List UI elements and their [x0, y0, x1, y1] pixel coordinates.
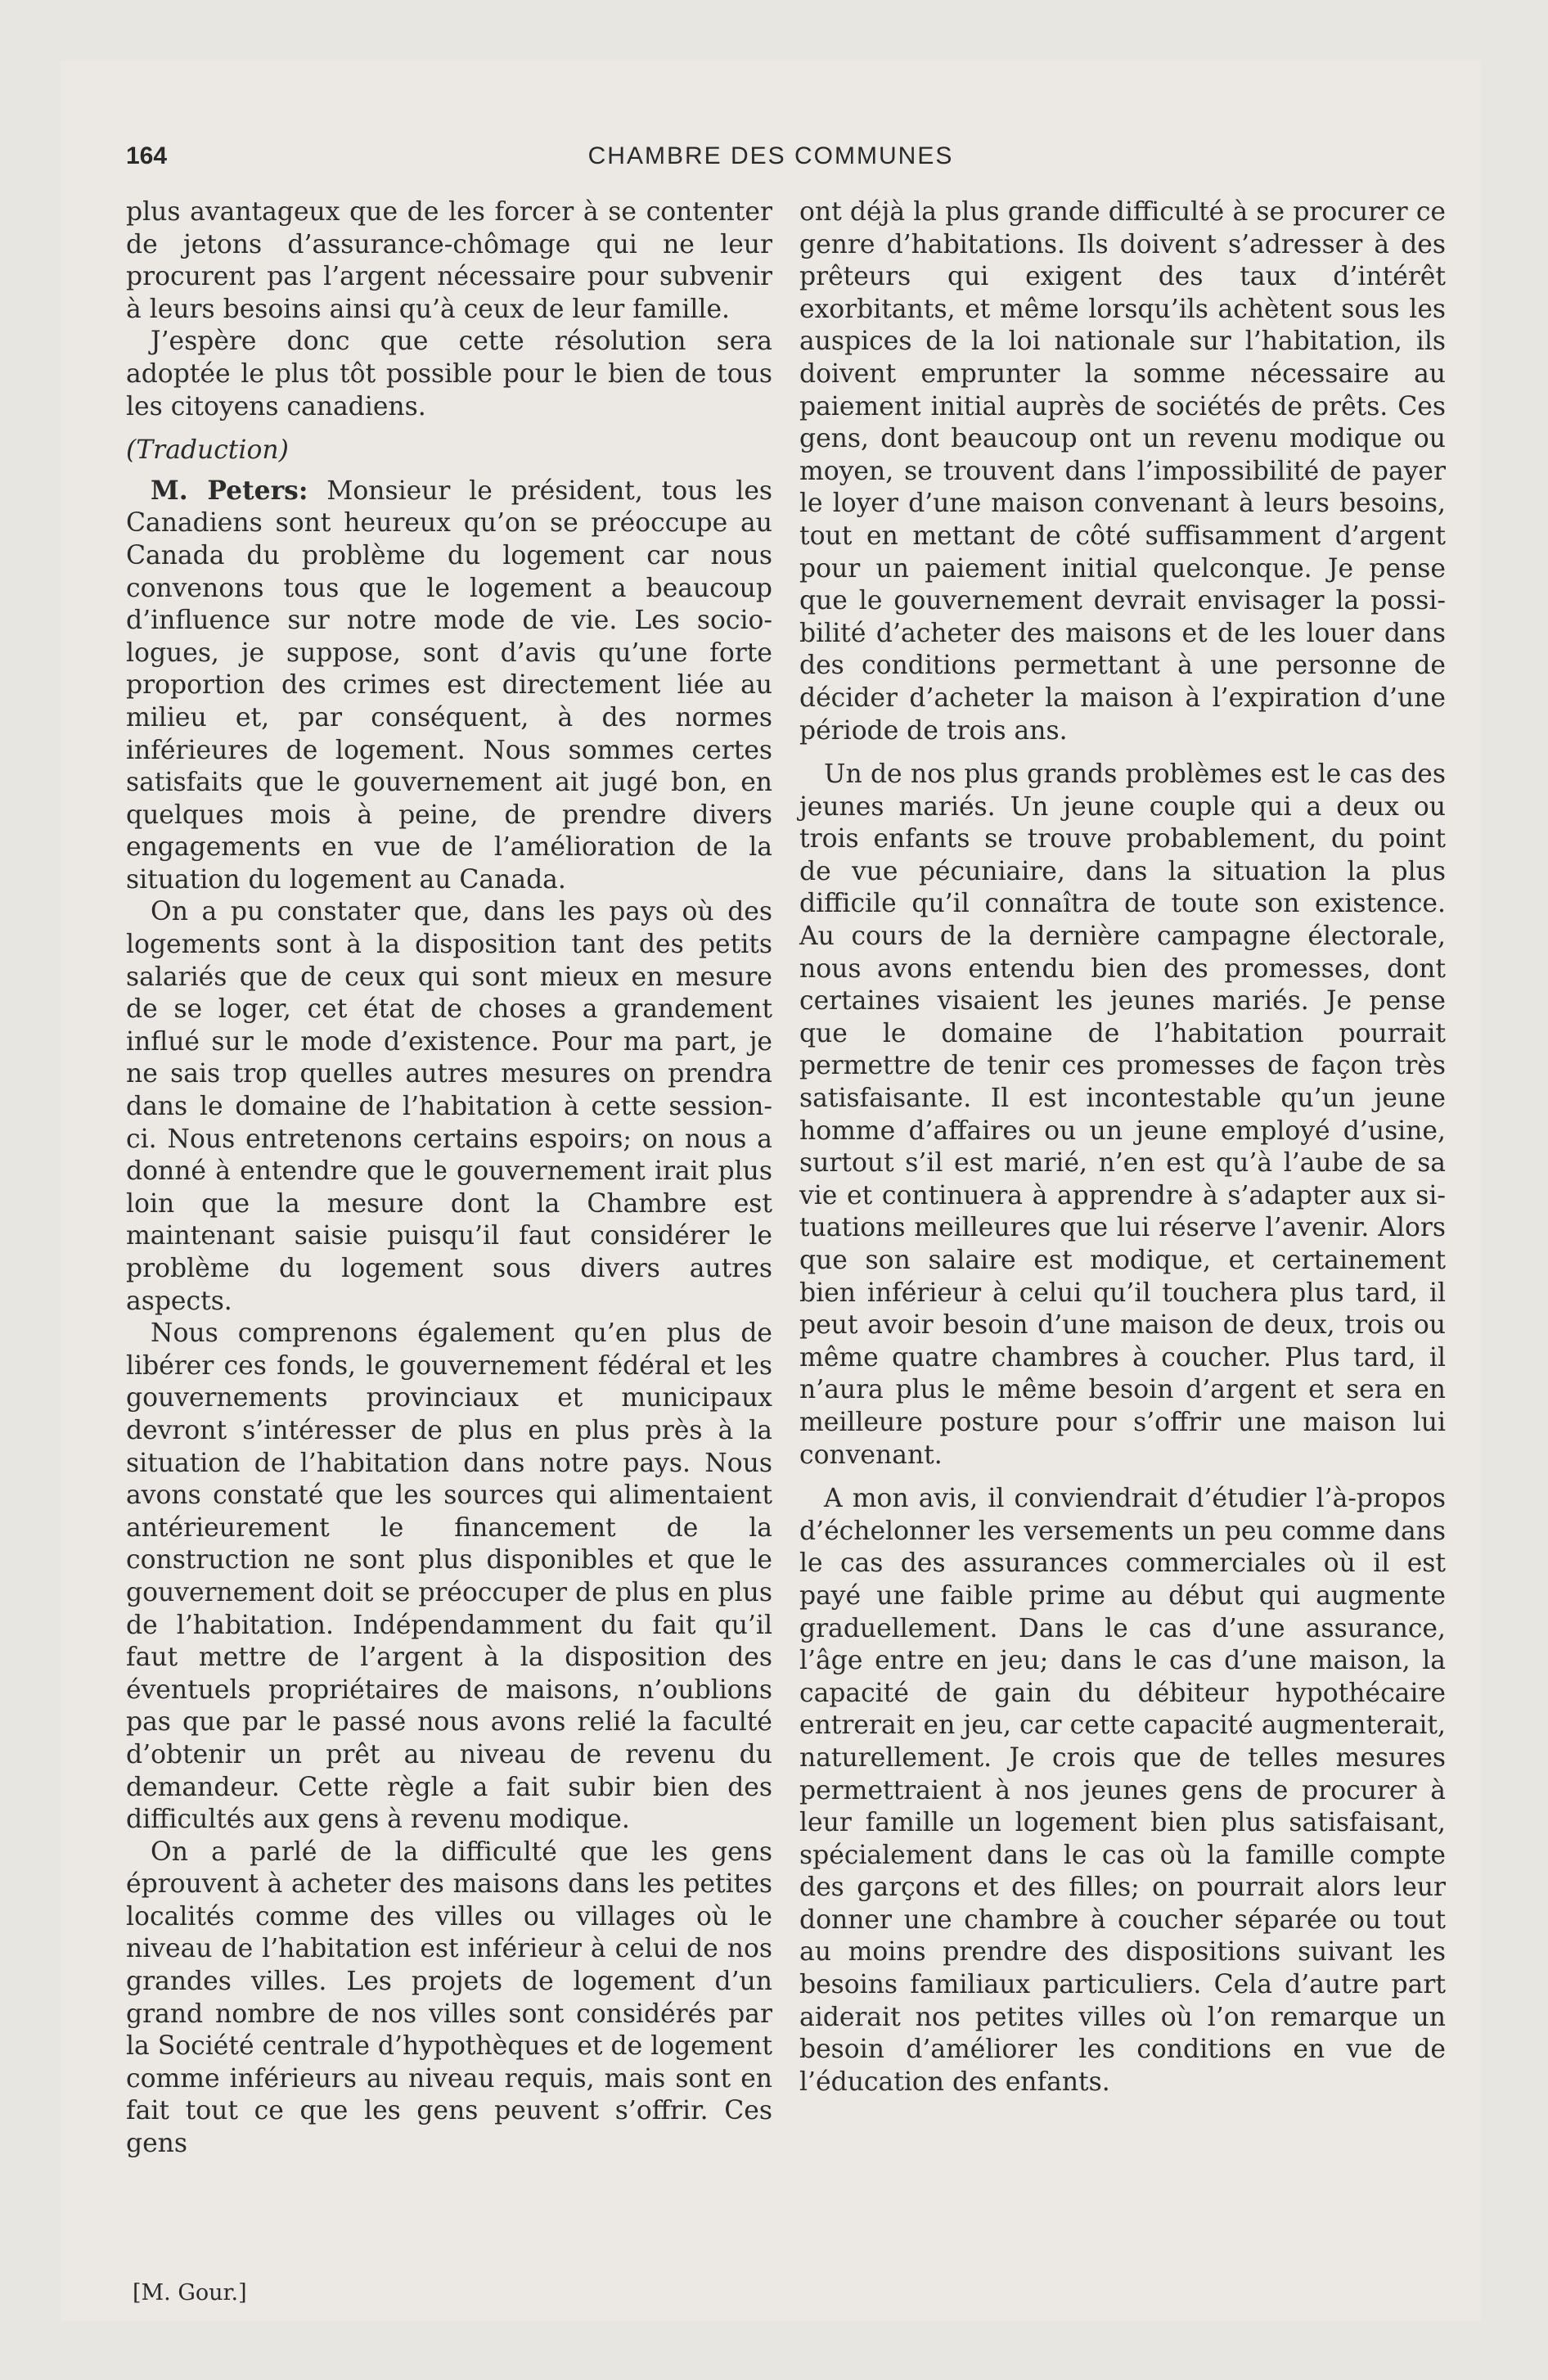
- speech-paragraph: [126, 476, 772, 897]
- speaker-name: M. Peters:: [151, 476, 308, 506]
- paragraph: plus avantageux que de les forcer à se contenter de jetons d’assurance-chômage qui ne leur procurent pas l’argent nécessaire pour subvenir à leurs besoins ainsi qu’à ceux de leur famille.: [126, 197, 772, 324]
- page-header: [126, 142, 1415, 183]
- paragraph: Nous comprenons également qu’en plus de libérer ces fonds, le gouvernement fédéral et les gouvernements provinciaux et municipaux devront s’intéresser de plus en plus près à la situation de l’habitation dans notre pays. Nous avons constaté que les sources qui alimentaient antérieurement le financement de la construction ne sont plus disponibles et que le gouvernement doit se préoccuper de plus en plus de l’habitation. Indépendamment du fait qu’il faut mettre de l’argent à la disposition des éventuels propriétaires de maisons, n’oublions pas que par le passé nous avons relié la faculté d’obtenir un prêt au niveau de revenu du demandeur. Cette règle a fait subir bien des difficultés aux gens à revenu modique.: [126, 1318, 772, 1835]
- paragraph: ont déjà la plus grande difficulté à se procurer ce genre d’habitations. Ils doivent s’adresser à des prêteurs qui exigent des taux d’intérêt exorbitants, et même lorsqu’ils achètent sous les auspices de la loi nationale sur l’habitation, ils doivent emprunter la somme nécessaire au paiement initial auprès de sociétés de prêts. Ces gens, dont beaucoup ont un revenu modique ou moyen, se trouvent dans l’impossibilité de payer le loyer d’une maison convenant à leurs besoins, tout en mettant de côté suffisamment d’argent pour un paiement initial quelconque. Je pense que le gouvernement devrait envisager la possibilité d’acheter des maisons et de les louer dans des conditions permettant à une personne de décider d’acheter la maison à l’expiration d’une période de trois ans.: [799, 197, 1446, 746]
- translation-note: (Traduction): [126, 435, 289, 466]
- paragraph: On a pu constater que, dans les pays où des logements sont à la disposition tant des petits salariés que de ceux qui sont mieux en mesure de se loger, cet état de choses a grandement influé sur le mode d’existence. Pour ma part, je ne sais trop quelles autres mesures on prendra dans le domaine de l’habitation à cette session-ci. Nous entretenons certains espoirs; on nous a donné à entendre que le gouvernement irait plus loin que la mesure dont la Chambre est maintenant saisie puisqu’il faut considérer le problème du logement sous divers autres aspects.: [126, 897, 772, 1316]
- speaker-reference: [M. Gour.]: [133, 2280, 247, 2306]
- paragraph: On a parlé de la difficulté que les gens éprouvent à acheter des maisons dans les petites localités comme des villes ou villages où le niveau de l’habitation est inférieur à celui de nos grandes villes. Les projets de logement d’un grand nombre de nos villes sont considérés par la Société centrale d’hypothèques et de logement comme inférieurs au niveau requis, mais sont en fait tout ce que les gens peuvent s’offrir. Ces gens: [126, 1837, 772, 2159]
- left-column: [126, 196, 772, 2161]
- paragraph: A mon avis, il conviendrait d’étudier l’à-propos d’échelonner les versements un peu comme dans le cas des assurances commerciales où il est payé une faible prime au début qui augmente graduellement. Dans le cas d’une assurance, l’âge entre en jeu; dans le cas d’une maison, la capacité de gain du débiteur hypothécaire entrerait en jeu, car cette capacité augmenterait, naturellement. Je crois que de telles mesures permettraient à nos jeunes gens de procurer à leur famille un logement bien plus satisfaisant, spécialement dans le cas où la famille compte des garçons et des filles; on pourrait alors leur donner une chambre à coucher séparée ou tout au moins prendre des dispositions suivant les besoins familiaux particuliers. Cela d’autre part aiderait nos petites villes où l’on remarque un besoin d’améliorer les conditions en vue de l’éducation des enfants.: [799, 1484, 1446, 2097]
- running-title: CHAMBRE DES COMMUNES: [587, 142, 954, 169]
- page-number: 164: [126, 142, 168, 169]
- paragraph: J’espère donc que cette résolution sera adoptée le plus tôt possible pour le bien de tous les citoyens canadiens.: [126, 327, 772, 421]
- page-scan: [61, 61, 1481, 2321]
- paragraph: Un de nos plus grands problèmes est le cas des jeunes mariés. Un jeune couple qui a deux ou trois enfants se trouve probablement, du point de vue pécuniaire, dans la situation la plus difficile qu’il connaîtra de toute son existence. Au cours de la dernière campagne électorale, nous avons entendu bien des promesses, dont certaines visaient les jeunes mariés. Je pense que le domaine de l’habitation pourrait permettre de tenir ces promesses de façon très satisfaisante. Il est incontestable qu’un jeune homme d’affaires ou un jeune employé d’usine, surtout s’il est marié, n’en est qu’à l’aube de sa vie et continuera à apprendre à s’adapter aux situations meilleures que lui réserve l’avenir. Alors que son salaire est modique, et certainement bien inférieur à celui qu’il touchera plus tard, il peut avoir besoin d’une maison de deux, trois ou même quatre chambres à coucher. Plus tard, il n’aura plus le même besoin d’argent et sera en meilleure posture pour s’offrir une maison lui convenant.: [799, 760, 1446, 1470]
- right-column: [799, 196, 1446, 2098]
- speech-text: Monsieur le président, tous les Canadiens sont heureux qu’on se préoccupe au Canada du problème du logement car nous convenons tous que le logement a beaucoup d’influence sur notre mode de vie. Les sociologues, je suppose, sont d’avis qu’une forte proportion des crimes est directement liée au milieu et, par conséquent, à des normes inférieures de logement. Nous sommes certes satisfaits que le gouvernement ait jugé bon, en quelques mois à peine, de prendre divers engagements en vue de l’amélioration de la situation du logement au Canada.: [126, 476, 773, 895]
